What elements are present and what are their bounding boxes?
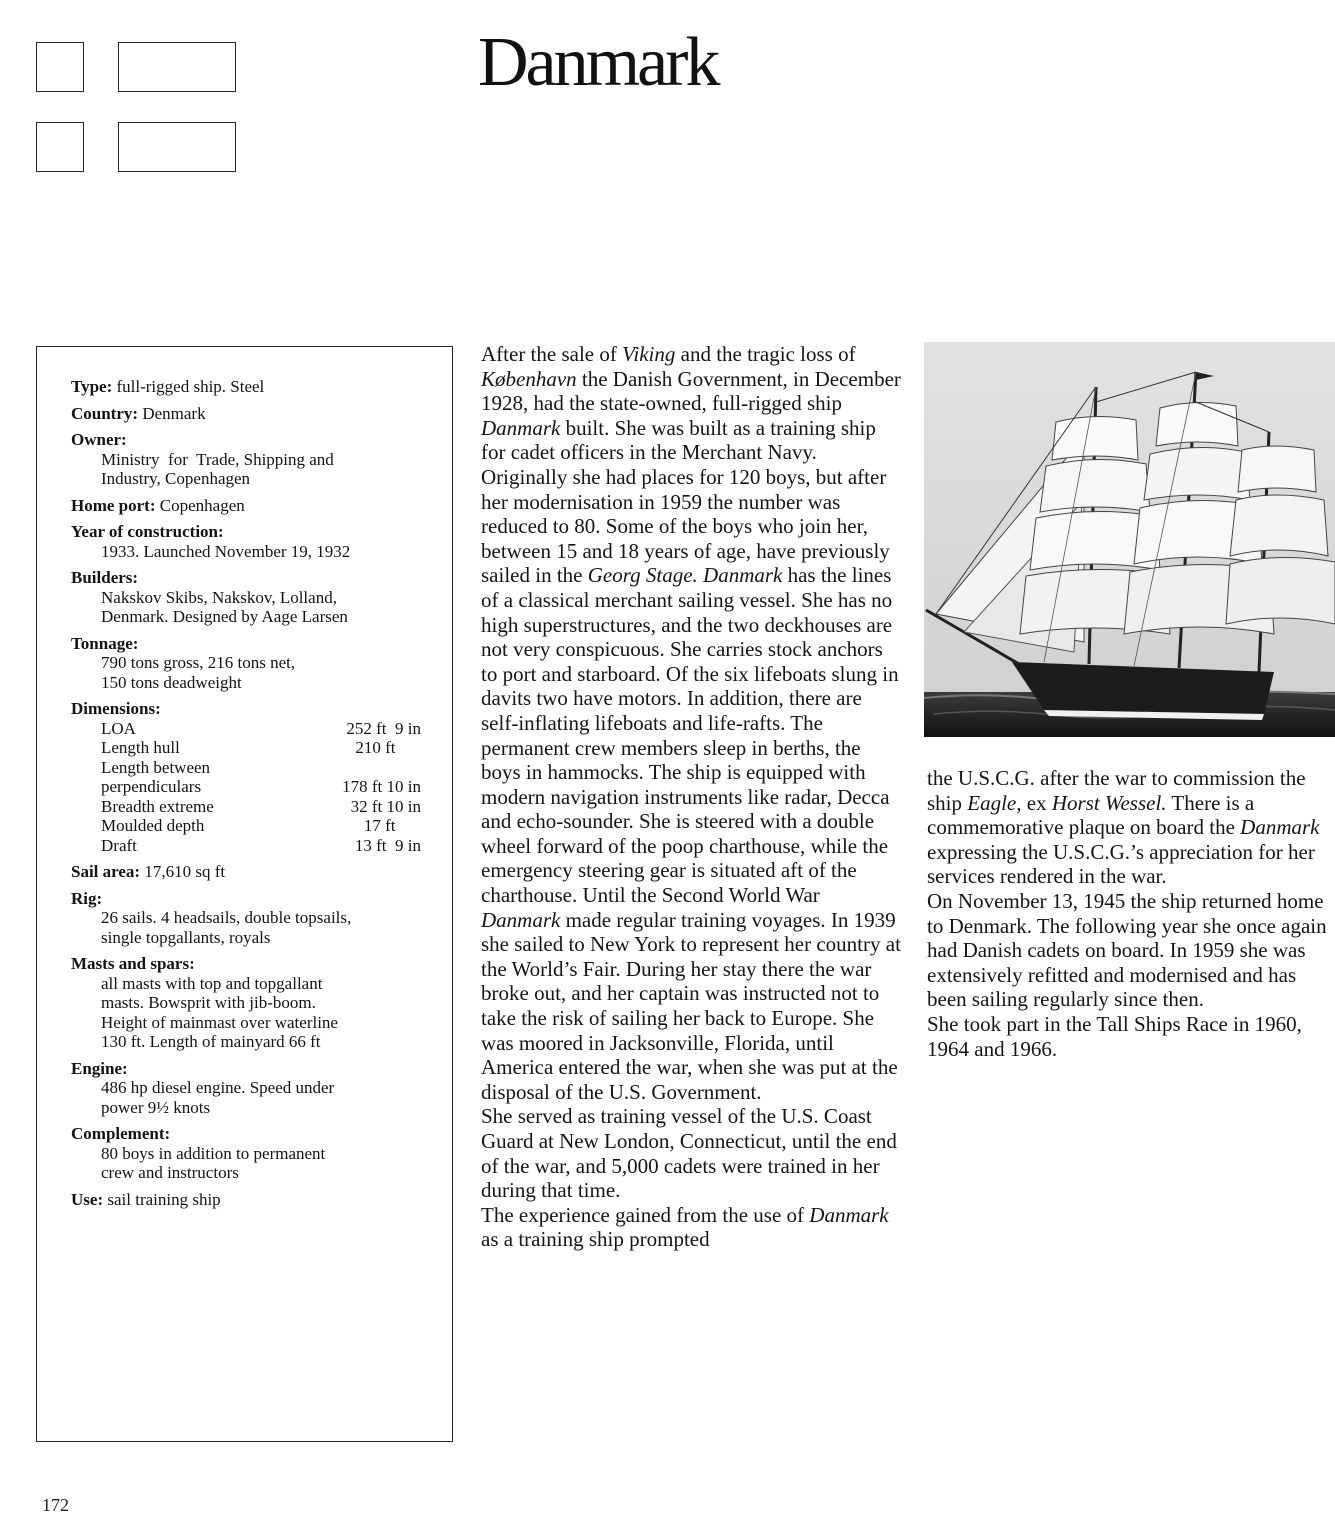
spec-rig — [71, 889, 431, 948]
spec-tonnage-line: 790 tons gross, 216 tons net, — [101, 653, 296, 672]
ship-name-italic: Danmark — [1240, 815, 1320, 840]
corner-box-bottom-left-small — [36, 122, 84, 172]
text-run: the U.S.C.G. after the war to commission the ship — [927, 766, 1306, 815]
spec-masts-line: Height of mainmast over waterline — [101, 1012, 338, 1032]
dimension-label: LOA — [101, 718, 136, 738]
dimension-row — [71, 797, 431, 817]
spec-complement-line: 80 boys in addition to permanent — [101, 1143, 326, 1163]
spec-builders-label: Builders: — [71, 568, 139, 587]
dimension-value: 210 ft — [355, 738, 421, 757]
dimension-label: Draft — [101, 835, 137, 855]
ship-name-italic: Horst Wessel. — [1051, 790, 1167, 815]
spec-home-port-label: Home port: — [71, 495, 156, 515]
dimension-row — [71, 719, 431, 739]
dimension-label: Moulded depth — [101, 816, 205, 835]
spec-dimensions — [71, 699, 431, 855]
article-paragraph — [927, 766, 1332, 889]
spec-use — [71, 1190, 431, 1210]
article-column-middle — [481, 342, 901, 1252]
dimension-value: 13 ft 9 in — [354, 835, 421, 855]
text-run: ex — [1021, 790, 1052, 815]
article-paragraph — [481, 1203, 901, 1252]
spec-country — [71, 404, 431, 424]
spec-country-label: Country: — [71, 403, 139, 423]
spec-year — [71, 522, 431, 561]
spec-home-port — [71, 496, 431, 516]
text-run: and the tragic loss of — [675, 342, 856, 366]
spec-year-label: Year of construction: — [71, 522, 224, 541]
article-paragraph: She served as training vessel of the U.S. Coast Guard at New London, Connecticut, until the end of the war, and 5,000 cadets were trained in her during that time. — [481, 1104, 897, 1203]
page-title: Danmark — [478, 24, 718, 101]
spec-home-port-value: Copenhagen — [159, 495, 245, 515]
dimension-label: perpendiculars — [101, 777, 202, 796]
spec-builders-line: Denmark. Designed by Aage Larsen — [101, 607, 348, 626]
spec-type-label: Type: — [71, 377, 113, 396]
text-run: built. She was built as a training ship for cadet officers in the Merchant Navy. Originally she had places for 120 boys, but after her modernisation in 1959 the number was reduced to 80. Some of the boys who join her, between 15 and 18 years of age, have previously sailed in the — [481, 415, 890, 588]
ship-photo — [924, 342, 1335, 737]
text-run: expressing the U.S.C.G.’s appreciation for her services rendered in the war. — [927, 839, 1315, 889]
ship-name-italic: Viking — [622, 342, 676, 366]
dimension-value: 252 ft 9 in — [346, 718, 421, 738]
ship-name-italic: Danmark — [481, 907, 561, 932]
ship-name-italic: Danmark — [809, 1202, 889, 1227]
text-run: the Danish Government, in December 1928, had the state-owned, full-rigged ship — [481, 366, 901, 416]
spec-list — [71, 377, 431, 1216]
article-paragraph: She took part in the Tall Ships Race in 1960, 1964 and 1966. — [927, 1011, 1302, 1061]
spec-country-value: Denmark — [142, 403, 206, 423]
ship-name-italic: København — [481, 366, 577, 391]
spec-engine-label: Engine: — [71, 1058, 128, 1078]
dimension-value: 17 ft — [363, 816, 421, 835]
text-run: The experience gained from the use of — [481, 1202, 810, 1227]
spec-masts-line: masts. Bowsprit with jib-boom. — [101, 993, 316, 1012]
spec-panel — [36, 346, 453, 1442]
article-paragraph: On November 13, 1945 the ship returned home to Denmark. The following year she once again had Danish cadets on board. In 1959 she was extensively refitted and modernised and has been sailing regularly since then. — [927, 888, 1327, 1012]
corner-box-top-left-small — [36, 42, 84, 92]
dimension-label: Breadth extreme — [101, 796, 214, 816]
ship-name-italic: Danmark — [481, 415, 561, 440]
text-run: After the sale of — [481, 342, 623, 366]
spec-use-value: sail training ship — [107, 1189, 221, 1209]
corner-box-bottom-left-wide — [118, 122, 236, 172]
spec-dimensions-label: Dimensions: — [71, 699, 161, 718]
spec-builders — [71, 568, 431, 627]
spec-owner-line: Ministry for Trade, Shipping and — [101, 449, 334, 469]
text-run: has the lines of a classical merchant sailing vessel. She has no high superstructures, and the two deckhouses are not very conspicuous. She carries stock anchors to port and starboard. Of the six lifeboats slung in davits two have motors. In addition, there are self-inflating lifeboats and life-rafts. The permanent crew members sleep in berths, the boys in hammocks. The ship is equipped with modern navigation instruments like radar, Decca and echo-sounder. She is steered with a double wheel forward of the poop charthouse, while the emergency steering gear is situated aft of the charthouse. Until the Second World War — [481, 563, 899, 908]
spec-tonnage-line: 150 tons deadweight — [101, 672, 242, 692]
spec-rig-label: Rig: — [71, 888, 103, 908]
text-run: made regular training voyages. In 1939 she sailed to New York to represent her country at the World’s Fair. During her stay there the war broke out, and her captain was instructed not to take the risk of sailing her back to Europe. She was moored in Jacksonville, Florida, until America entered the war, when she was put at the disposal of the U.S. Government. — [481, 907, 901, 1104]
spec-rig-line: single topgallants, royals — [101, 927, 271, 947]
spec-engine — [71, 1059, 431, 1118]
spec-rig-line: 26 sails. 4 headsails, double topsails, — [101, 908, 352, 927]
dimension-row — [71, 777, 431, 797]
spec-sail-area-label: Sail area: — [71, 862, 141, 881]
dimension-row — [71, 758, 431, 778]
dimension-value — [331, 758, 421, 778]
sailing-ship-illustration — [924, 342, 1335, 737]
spec-use-label: Use: — [71, 1189, 104, 1209]
corner-box-top-left-wide — [118, 42, 236, 92]
ship-name-italic: Danmark — [703, 563, 783, 588]
article-paragraph — [481, 342, 901, 1104]
spec-engine-line: power 9½ knots — [101, 1097, 211, 1117]
spec-owner-label: Owner: — [71, 430, 127, 449]
spec-masts-line: 130 ft. Length of mainyard 66 ft — [101, 1032, 321, 1051]
spec-masts-label: Masts and spars: — [71, 954, 195, 973]
spec-sail-area-value: 17,610 sq ft — [144, 862, 226, 881]
ship-name-italic: Eagle, — [967, 790, 1022, 815]
spec-complement — [71, 1124, 431, 1183]
dimension-row — [71, 816, 431, 836]
text-run: There is a commemorative plaque on board the — [927, 790, 1255, 840]
spec-tonnage-label: Tonnage: — [71, 633, 139, 653]
page-number: 172 — [42, 1495, 69, 1515]
article-column-right — [927, 766, 1332, 1061]
ship-name-italic: Georg Stage. — [587, 563, 698, 588]
dimension-value: 178 ft 10 in — [342, 777, 421, 796]
dimension-value: 32 ft 10 in — [350, 796, 421, 816]
spec-complement-label: Complement: — [71, 1124, 171, 1143]
spec-masts-line: all masts with top and topgallant — [101, 973, 323, 993]
text-run: as a training ship prompted — [481, 1227, 710, 1252]
dimension-label: Length between — [101, 757, 211, 777]
spec-type-value: full-rigged ship. Steel — [116, 377, 265, 396]
spec-masts — [71, 954, 431, 1052]
spec-complement-line: crew and instructors — [101, 1163, 239, 1182]
spec-tonnage — [71, 634, 431, 693]
spec-type — [71, 377, 431, 397]
spec-builders-line: Nakskov Skibs, Nakskov, Lolland, — [101, 587, 337, 607]
spec-owner-line: Industry, Copenhagen — [101, 469, 251, 488]
dimension-row — [71, 738, 431, 758]
spec-owner — [71, 430, 431, 489]
spec-engine-line: 486 hp diesel engine. Speed under — [101, 1078, 335, 1097]
dimension-row — [71, 836, 431, 856]
dimension-label: Length hull — [101, 738, 180, 757]
spec-year-value: 1933. Launched November 19, 1932 — [101, 541, 351, 561]
spec-sail-area — [71, 862, 431, 882]
